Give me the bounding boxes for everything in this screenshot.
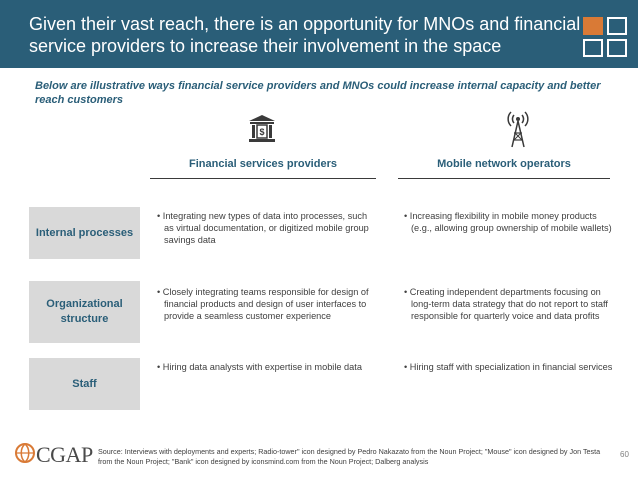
bank-icon — [248, 114, 276, 144]
cgap-logo-text: CGAP — [36, 442, 93, 467]
grid-logo-icon — [583, 17, 629, 59]
mno-bullet-staff: • Hiring staff with specialization in financial services — [404, 362, 613, 372]
radio-tower-icon — [505, 108, 531, 148]
slide-title: Given their vast reach, there is an opportunity for MNOs and financial service providers to increase their involvement in the space — [29, 14, 581, 56]
fsp-bullet-internal-processes: • Integrating new types of data into processes, such as virtual documentation, or digitized mobile group savings data — [157, 211, 369, 246]
page-number: 60 — [620, 450, 629, 459]
column-heading-mobile-operators: Mobile network operators — [437, 158, 571, 170]
svg-text:$: $ — [259, 127, 265, 137]
source-note: Source: Interviews with deployments and experts; Radio-tower" icon designed by Pedro Nakazato from the Noun Project; "Mouse" icon designed by Jon Testa from the Noun Project; "Bank" icon designed by iconsmind.com from the Noun Project; Dalberg analysis — [98, 447, 601, 466]
column-heading-financial-services: Financial services providers — [189, 158, 337, 170]
slide-subtitle: Below are illustrative ways financial service providers and MNOs could increase internal capacity and better reach customers — [35, 80, 601, 106]
fsp-bullet-organizational-structure: • Closely integrating teams responsible for design of financial products and design of user interfaces to provide a seamless customer experience — [157, 287, 369, 322]
column-divider — [150, 178, 376, 179]
row-label-staff: Staff — [29, 358, 140, 410]
slide-header — [0, 0, 638, 68]
row-label-internal-processes: Internal processes — [29, 207, 140, 259]
column-divider — [398, 178, 610, 179]
fsp-bullet-staff: • Hiring data analysts with expertise in mobile data — [157, 362, 362, 372]
row-label-organizational-structure: Organizational structure — [29, 281, 140, 343]
mno-bullet-internal-processes: • Increasing flexibility in mobile money products (e.g., allowing group ownership of mobile wallets) — [404, 211, 612, 234]
mno-bullet-organizational-structure: • Creating independent departments focusing on long-term data strategy that do not report to staff responsible for quarterly voice and data profits — [404, 287, 608, 322]
